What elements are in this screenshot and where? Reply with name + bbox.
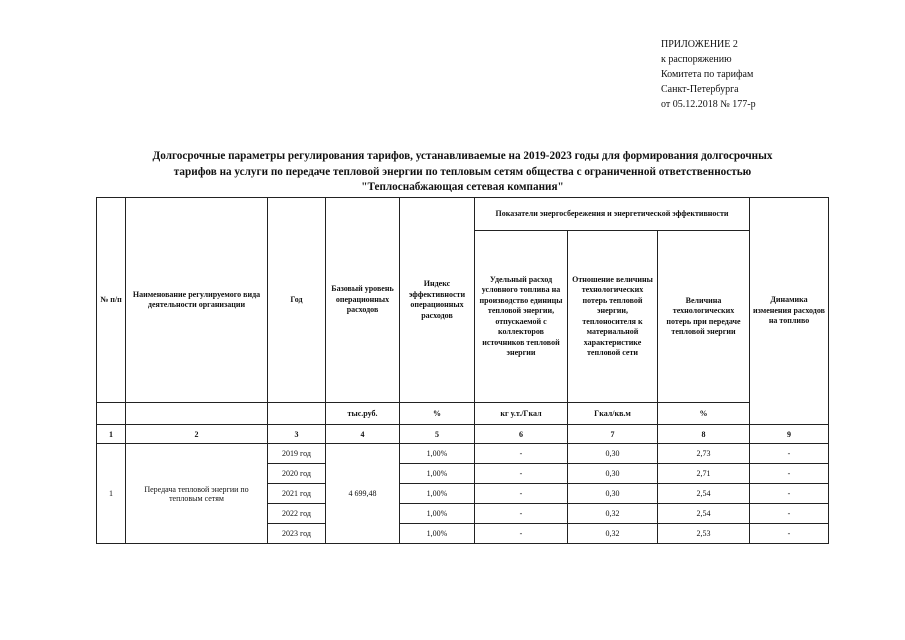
column-number: 2 [126, 425, 268, 444]
row-efficiency-index: 1,00% [400, 504, 475, 524]
row-fuel-dynamics: - [750, 444, 829, 464]
row-efficiency-index: 1,00% [400, 524, 475, 544]
header-activity: Наименование регулируемого вида деятельности организации [126, 198, 268, 403]
row-year: 2022 год [268, 504, 326, 524]
header-base-costs: Базовый уровень операционных расходов [326, 198, 400, 403]
row-fuel-consumption: - [475, 524, 568, 544]
header-year: Год [268, 198, 326, 403]
tariff-parameters-table [96, 197, 829, 544]
title-line: "Теплоснабжающая сетевая компания" [361, 181, 564, 193]
header-losses-ratio: Отношение величины технологических потерь тепловой энергии, теплоносителя к материальной характеристике тепловой сети [568, 231, 658, 403]
row-losses-ratio: 0,30 [568, 484, 658, 504]
row-year: 2020 год [268, 464, 326, 484]
row-year: 2019 год [268, 444, 326, 464]
row-technological-losses: 2,73 [658, 444, 750, 464]
row-fuel-consumption: - [475, 444, 568, 464]
column-number: 8 [658, 425, 750, 444]
row-technological-losses: 2,71 [658, 464, 750, 484]
column-number: 9 [750, 425, 829, 444]
item-base-costs: 4 699,48 [326, 444, 400, 544]
appendix-line: ПРИЛОЖЕНИЕ 2 [661, 39, 738, 50]
row-efficiency-index: 1,00% [400, 484, 475, 504]
row-technological-losses: 2,54 [658, 504, 750, 524]
table-row [97, 444, 829, 464]
column-number: 4 [326, 425, 400, 444]
appendix-line: к распоряжению [661, 54, 732, 65]
row-fuel-consumption: - [475, 484, 568, 504]
row-fuel-dynamics: - [750, 524, 829, 544]
document-title [90, 149, 835, 196]
row-fuel-consumption: - [475, 504, 568, 524]
column-number: 1 [97, 425, 126, 444]
item-number: 1 [97, 444, 126, 544]
title-line: тарифов на услуги по передаче тепловой энергии по тепловым сетям общества с ограниченной ответственностью [173, 165, 752, 178]
row-technological-losses: 2,53 [658, 524, 750, 544]
row-efficiency-index: 1,00% [400, 464, 475, 484]
header-fuel-consumption: Удельный расход условного топлива на производство единицы тепловой энергии, отпускаемой с коллекторов источников тепловой энергии [475, 231, 568, 403]
row-fuel-consumption: - [475, 464, 568, 484]
unit-efficiency-index: % [400, 403, 475, 425]
appendix-note [661, 37, 756, 112]
row-year: 2023 год [268, 524, 326, 544]
row-losses-ratio: 0,30 [568, 444, 658, 464]
column-number: 5 [400, 425, 475, 444]
appendix-line: Комитета по тарифам [661, 69, 754, 80]
row-technological-losses: 2,54 [658, 484, 750, 504]
header-num: № п/п [97, 198, 126, 403]
row-year: 2021 год [268, 484, 326, 504]
unit-fuel-consumption: кг у.т./Гкал [475, 403, 568, 425]
title-line: Долгосрочные параметры регулирования тарифов, устанавливаемые на 2019-2023 годы для формирования долгосрочных [152, 150, 773, 162]
unit-base-costs: тыс.руб. [326, 403, 400, 425]
header-efficiency-index: Индекс эффективности операционных расходов [400, 198, 475, 403]
row-losses-ratio: 0,32 [568, 524, 658, 544]
item-activity: Передача тепловой энергии по тепловым сетям [126, 444, 268, 544]
row-losses-ratio: 0,30 [568, 464, 658, 484]
row-fuel-dynamics: - [750, 504, 829, 524]
header-fuel-dynamics: Динамика изменения расходов на топливо [750, 198, 829, 425]
unit-losses-ratio: Гкал/кв.м [568, 403, 658, 425]
appendix-line: Санкт-Петербурга [661, 84, 739, 95]
row-efficiency-index: 1,00% [400, 444, 475, 464]
column-number: 6 [475, 425, 568, 444]
appendix-line: от 05.12.2018 № 177-р [661, 99, 756, 110]
column-number: 3 [268, 425, 326, 444]
unit-technological-losses: % [658, 403, 750, 425]
row-fuel-dynamics: - [750, 484, 829, 504]
column-number: 7 [568, 425, 658, 444]
header-technological-losses: Величина технологических потерь при передаче тепловой энергии [658, 231, 750, 403]
row-losses-ratio: 0,32 [568, 504, 658, 524]
row-fuel-dynamics: - [750, 464, 829, 484]
header-energy-saving-group: Показатели энергосбережения и энергетической эффективности [475, 198, 750, 231]
